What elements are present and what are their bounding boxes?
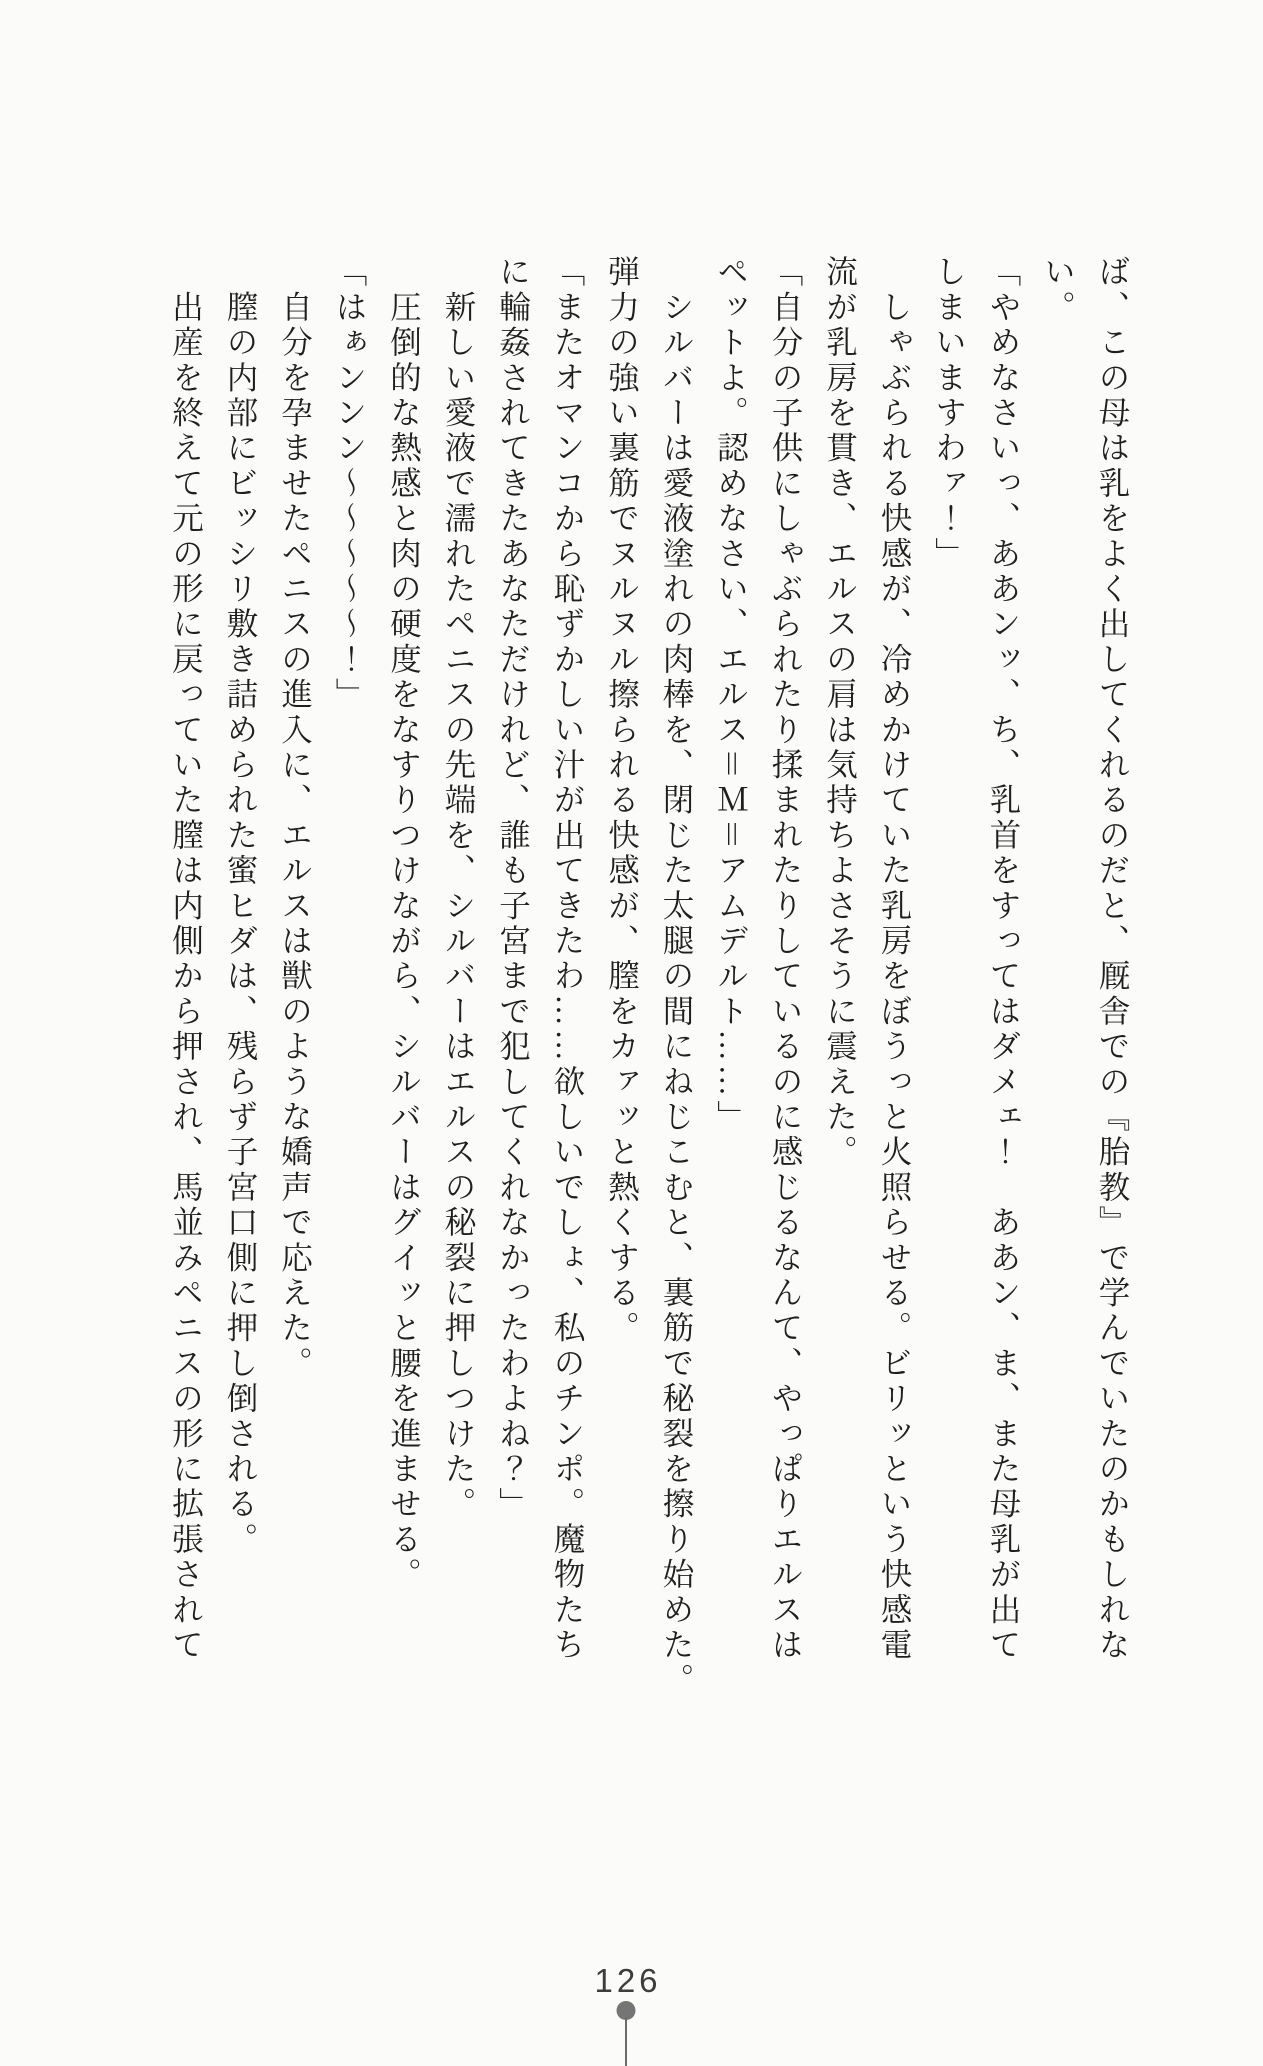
text-column: 「やめなさいっ、ああンッ、ち、乳首をすってはダメェ！ ああン、ま、また母乳が出て [986, 255, 1021, 1663]
text-column: しまいますわァ！」 [931, 255, 967, 572]
text-column: しゃぶられる快感が、冷めかけていた乳房をぼうっと火照らせる。ビリッという快感電 [877, 255, 912, 1663]
text-column: 圧倒的な熱感と肉の硬度をなすりつけながら、シルバーはグイッと腰を進ませる。 [386, 255, 422, 1593]
text-column: に輪姦されてきたあなただけれど、誰も子宮まで犯してくれなかったわよね？」 [495, 255, 531, 1523]
text-column: 流が乳房を貫き、エルスの肩は気持ちよさそうに震えた。 [822, 255, 858, 1171]
text-column: 「はぁンンン〜〜〜〜〜！」 [332, 255, 367, 713]
text-column: シルバーは愛液塗れの肉棒を、閉じた太腿の間にねじこむと、裏筋で秘裂を擦り始めた。 [659, 255, 694, 1699]
footer-line [625, 2018, 627, 2066]
text-columns [158, 255, 1139, 1699]
text-column: 新しい愛液で濡れたペニスの先端を、シルバーはエルスの秘裂に押しつけた。 [441, 255, 476, 1523]
text-column: ば、この母は乳をよく出してくれるのだと、厩舎での『胎教』で学んでいたのかもしれな [1095, 255, 1130, 1663]
text-column: 膣の内部にビッシリ敷き詰められた蜜ヒダは、残らず子宮口側に押し倒される。 [223, 255, 258, 1558]
text-column: い。 [1040, 255, 1076, 326]
text-column: 「自分の子供にしゃぶられたり揉まれたりしているのに感じるなんて、やっぱりエルスは [768, 255, 803, 1663]
text-column: 弾力の強い裏筋でヌルヌル擦られる快感が、膣をカァッと熱くする。 [604, 255, 640, 1347]
text-column: ペットよ。認めなさい、エルス＝Ｍ＝アムデルト……」 [713, 255, 749, 1136]
page-number: 126 [594, 1962, 662, 1999]
text-column: 「またオマンコから恥ずかしい汁が出てきたわ……欲しいでしょ、私のチンポ。魔物たち [550, 255, 585, 1663]
text-column: 自分を孕ませたペニスの進入に、エルスは獣のような嬌声で応えた。 [277, 255, 313, 1382]
text-column: 出産を終えて元の形に戻っていた膣は内側から押され、馬並みペニスの形に拡張されて [168, 255, 204, 1663]
